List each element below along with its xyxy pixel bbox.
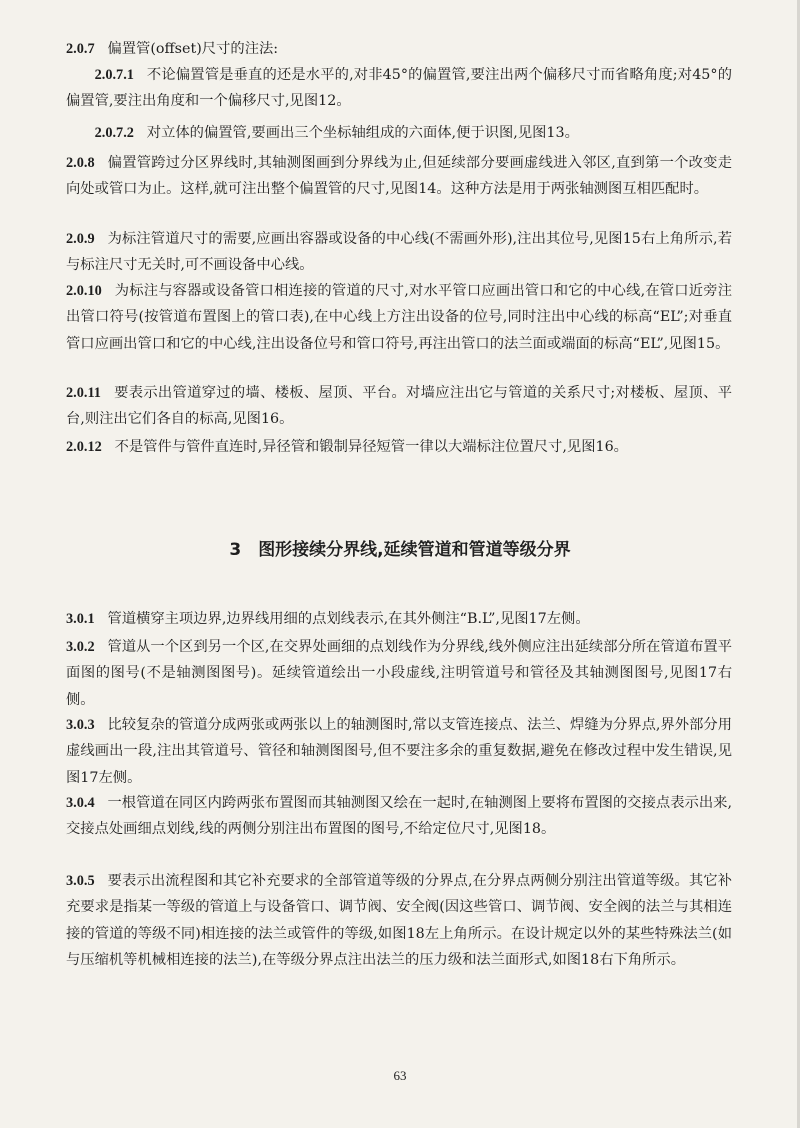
clause-2-0-7-2 — [66, 120, 732, 146]
clause-text: 要表示出管道穿过的墙、楼板、屋顶、平台。对墙应注出它与管道的关系尺寸;对楼板、屋顶、平台,则注出它们各自的标高,见图16。 — [66, 385, 732, 428]
clause-text: 一根管道在同区内跨两张布置图而其轴测图又绘在一起时,在轴测图上要将布置图的交接点表示出来,交接点处画细点划线,线的两侧分别注出布置图的图号,不给定位尺寸,见图18。 — [66, 795, 732, 838]
clause-number: 3.0.1 — [66, 611, 95, 627]
clause-number: 2.0.7.2 — [94, 125, 134, 141]
clause-text: 为标注与容器或设备管口相连接的管道的尺寸,对水平管口应画出管口和它的中心线,在管口近旁注出管口符号(按管道布置图上的管口表),在中心线上方注出设备的位号,同时注出中心线的标高“EL”;对垂直管口应画出管口和它的中心线,注出设备位号和管口符号,再注出管口的法兰面或端面的标高“EL”,见图15。 — [66, 283, 732, 352]
section-number: 3 — [229, 540, 242, 560]
clause-number: 2.0.9 — [66, 231, 95, 247]
clause-number: 3.0.5 — [66, 873, 95, 889]
clause-text: 要表示出流程图和其它补充要求的全部管道等级的分界点,在分界点两侧分别注出管道等级。其它补充要求是指某一等级的管道上与设备管口、调节阀、安全阀(因这些管口、调节阀、安全阀的法兰与其相连接的管道的等级不同)相连接的法兰或管件的等级,如图18左上角所示。在设计规定以外的某些特殊法兰(如与压缩机等机械相连接的法兰),在等级分界点注出法兰的压力级和法兰面形式,如图18右下角所示。 — [66, 873, 732, 969]
clause-number: 2.0.10 — [66, 283, 102, 299]
clause-text: 偏置管跨过分区界线时,其轴测图画到分界线为止,但延续部分要画虚线进入邻区,直到第一个改变走向处或管口为止。这样,就可注出整个偏置管的尺寸,见图14。这种方法是用于两张轴测图互相匹配时。 — [66, 155, 732, 198]
section-heading — [0, 535, 800, 560]
clause-2-0-12 — [66, 434, 732, 460]
clause-3-0-1 — [66, 606, 732, 632]
clause-text: 为标注管道尺寸的需要,应画出容器或设备的中心线(不需画外形),注出其位号,见图15右上角所示,若与标注尺寸无关时,可不画设备中心线。 — [66, 231, 732, 274]
clause-3-0-4 — [66, 790, 732, 843]
clause-2-0-7 — [66, 36, 732, 62]
clause-number: 3.0.2 — [66, 639, 95, 655]
clause-2-0-11 — [66, 380, 732, 433]
clause-text: 偏置管(offset)尺寸的注法: — [107, 41, 279, 57]
clause-3-0-2 — [66, 634, 732, 713]
clause-2-0-9 — [66, 226, 732, 279]
section-title: 图形接续分界线,延续管道和管道等级分界 — [258, 540, 571, 560]
clause-number: 3.0.3 — [66, 717, 95, 733]
clause-2-0-8 — [66, 150, 732, 203]
clause-text: 管道横穿主项边界,边界线用细的点划线表示,在其外侧注“B.L”,见图17左侧。 — [107, 611, 590, 627]
clause-text: 不论偏置管是垂直的还是水平的,对非45°的偏置管,要注出两个偏移尺寸而省略角度;对45°的偏置管,要注出角度和一个偏移尺寸,见图12。 — [66, 67, 732, 110]
clause-number: 2.0.7.1 — [94, 67, 134, 83]
clause-number: 2.0.12 — [66, 439, 102, 455]
clause-number: 2.0.11 — [66, 385, 101, 401]
clause-3-0-3 — [66, 712, 732, 791]
clause-text: 不是管件与管件直连时,异径管和锻制异径短管一律以大端标注位置尺寸,见图16。 — [114, 439, 628, 455]
clause-3-0-5 — [66, 868, 732, 974]
clause-number: 3.0.4 — [66, 795, 95, 811]
clause-2-0-10 — [66, 278, 732, 357]
clause-text: 对立体的偏置管,要画出三个坐标轴组成的六面体,便于识图,见图13。 — [146, 125, 579, 141]
clause-text: 比较复杂的管道分成两张或两张以上的轴测图时,常以支管连接点、法兰、焊缝为分界点,界外部分用虚线画出一段,注出其管道号、管径和轴测图图号,但不要注多余的重复数据,避免在修改过程中发生错误,见图17左侧。 — [66, 717, 732, 786]
clause-text: 管道从一个区到另一个区,在交界处画细的点划线作为分界线,线外侧应注出延续部分所在管道布置平面图的图号(不是轴测图图号)。延续管道绘出一小段虚线,注明管道号和管径及其轴测图图号,见图17右侧。 — [66, 639, 732, 708]
page-number: 63 — [393, 1068, 407, 1083]
clause-number: 2.0.8 — [66, 155, 95, 171]
clause-number: 2.0.7 — [66, 41, 95, 57]
clause-2-0-7-1 — [66, 62, 732, 115]
